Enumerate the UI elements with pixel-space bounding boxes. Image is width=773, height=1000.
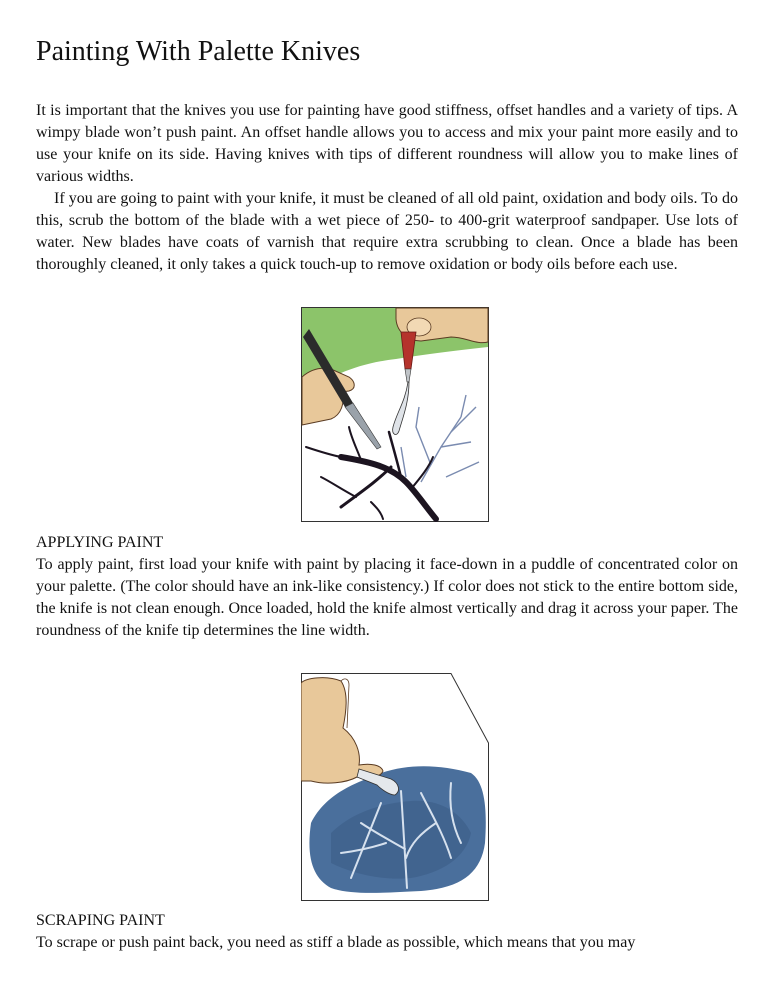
page-title: Painting With Palette Knives: [36, 36, 361, 67]
knife-scraping-blue-wash-illustration: [301, 673, 489, 901]
scraping-paint-figure: [301, 673, 489, 901]
scraping-paint-paragraph: To scrape or push paint back, you need as stiff a blade as possible, which means that you may: [36, 934, 636, 951]
scraping-paint-heading: SCRAPING PAINT: [36, 912, 165, 929]
palette-knife-painting-branches-illustration: [301, 307, 489, 522]
applying-paint-paragraph: To apply paint, first load your knife with paint by placing it face-down in a puddle of concentrated color on your palette. (The color should have an ink-like consistency.) If color does not stick to the entire bottom side, the knife is not clean enough. Once loaded, hold the knife almost vertically and drag it across your paper. The roundness of the knife tip determines the line width.: [36, 556, 738, 639]
knives-painting-figure: [301, 307, 489, 522]
applying-paint-heading: APPLYING PAINT: [36, 534, 164, 551]
cleaning-paragraph: If you are going to paint with your knife, it must be cleaned of all old paint, oxidation and body oils. To do this, scrub the bottom of the blade with a wet piece of 250- to 400-grit waterproof sandpaper. Use lots of water. New blades have coats of varnish that require extra scrubbing to clean. Once a blade has been thoroughly cleaned, it only takes a quick touch-up to remove oxidation or body oils before each use.: [36, 190, 738, 273]
intro-paragraph: It is important that the knives you use for painting have good stiffness, offset handles and a variety of tips. A wimpy blade won’t push paint. An offset handle allows you to access and mix your paint more easily and to use your knife on its side. Having knives with tips of different roundness will allow you to make lines of various widths.: [36, 102, 738, 185]
